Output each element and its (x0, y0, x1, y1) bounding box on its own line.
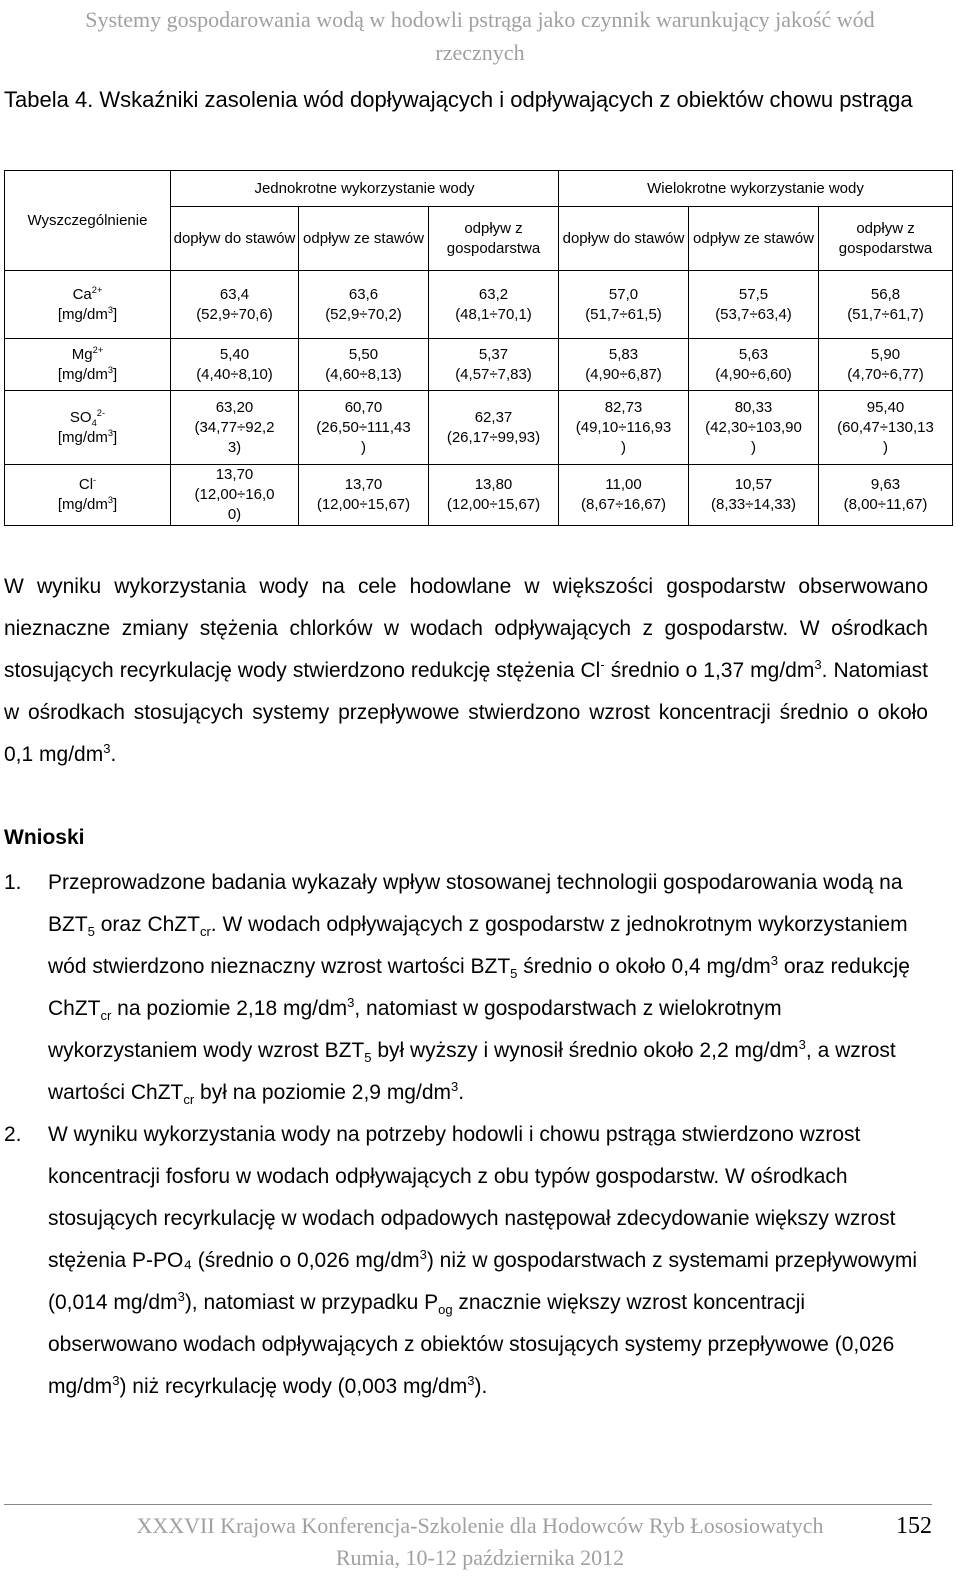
table-cell: 62,37 (26,17÷99,93) (429, 391, 559, 465)
running-footer (0, 1510, 960, 1574)
column-header: dopływ do stawów (171, 207, 299, 271)
corner-header: Wyszczególnienie (5, 171, 171, 271)
table-cell: 82,73 (49,10÷116,93 ) (559, 391, 689, 465)
table-cell: 5,50 (4,60÷8,13) (299, 339, 429, 391)
page-number: 152 (896, 1513, 932, 1539)
table-cell: 9,63 (8,00÷11,67) (819, 465, 953, 526)
table-cell: 10,57 (8,33÷14,33) (689, 465, 819, 526)
column-header: odpływ z gospodarstwa (819, 207, 953, 271)
table-cell: 57,0 (51,7÷61,5) (559, 271, 689, 339)
table-cell: 63,20 (34,77÷92,2 3) (171, 391, 299, 465)
footer-line-2: Rumia, 10-12 października 2012 (335, 1545, 625, 1570)
table-cell: 57,5 (53,7÷63,4) (689, 271, 819, 339)
table-row (5, 339, 953, 391)
table-cell: 13,80 (12,00÷15,67) (429, 465, 559, 526)
list-item (4, 862, 928, 1114)
list-number: 1. (4, 871, 22, 894)
table-cell: 63,4 (52,9÷70,6) (171, 271, 299, 339)
row-label: $Mg^{2+}$ $[mg/dm^3]$ (5, 339, 171, 391)
list-text: Przeprowadzone badania wykazały wpływ stosowanej technologii gospodarowania wodą na $BZT_5$ oraz ChZT$_{cr}$. W wodach odpływających z gospodarstw z jednokrotnym wykorzystaniem wód stwierdzono nieznaczny wzrost wartości $BZT_5$ średnio o około 0,4 $mg/dm^3$ oraz redukcję ChZT$_{cr}$ na poziomie 2,18 $mg/dm^3$, natomiast w gospodarstwach z wielokrotnym wykorzystaniem wody wzrost $BZT_5$ był wyższy i wynosił średnio około 2,2 $mg/dm^3$, a wzrost wartości ChZT$_{cr}$ był na poziomie 2,9 $mg/dm^3$. (48, 871, 910, 1108)
table-cell: 60,70 (26,50÷111,43 ) (299, 391, 429, 465)
list-text: W wyniku wykorzystania wody na potrzeby hodowli i chowu pstrąga stwierdzono wzrost koncentracji fosforu w wodach odpływających z obu typów gospodarstw. W ośrodkach stosujących recyrkulację w wodach odpadowych następował zdecydowanie większy wzrost stężenia P-PO₄ (średnio o 0,026 $mg/dm^3$) niż w gospodarstwach z systemami przepływowymi (0,014 $mg/dm^3$), natomiast w przypadku $P_{og}$ znacznie większy wzrost koncentracji obserwowano wodach odpływających z obiektów stosujących systemy przepływowe (0,026 $mg/dm^3$) niż recyrkulację wody (0,003 $mg/dm^3$). (48, 1123, 917, 1398)
table-cell: 80,33 (42,30÷103,90 ) (689, 391, 819, 465)
table-row (5, 391, 953, 465)
table-cell: 13,70 (12,00÷16,0 0) (171, 465, 299, 526)
column-header: odpływ ze stawów (689, 207, 819, 271)
header-line-2: rzecznych (435, 40, 525, 65)
column-header: odpływ z gospodarstwa (429, 207, 559, 271)
table-row (5, 271, 953, 339)
table-cell: 56,8 (51,7÷61,7) (819, 271, 953, 339)
group-header-single: Jednokrotne wykorzystanie wody (171, 171, 559, 207)
table-cell: 5,90 (4,70÷6,77) (819, 339, 953, 391)
body-paragraph: W wyniku wykorzystania wody na cele hodowlane w większości gospodarstw obserwowano nieznaczne zmiany stężenia chlorków w wodach odpływających z gospodarstw. W ośrodkach stosujących recyrkulację wody stwierdzono redukcję stężenia Cl- średnio o 1,37 $mg/dm^3$. Natomiast w ośrodkach stosujących systemy przepływowe stwierdzono wzrost koncentracji średnio o około 0,1 $mg/dm^3$. (4, 575, 928, 766)
table-cell: 5,63 (4,90÷6,60) (689, 339, 819, 391)
table-cell: 13,70 (12,00÷15,67) (299, 465, 429, 526)
table-cell: 63,2 (48,1÷70,1) (429, 271, 559, 339)
table-row (5, 465, 953, 526)
row-label: $SO_4^{2-}$ $[mg/dm^3]$ (5, 391, 171, 465)
list-item (4, 1114, 928, 1408)
list-number: 2. (4, 1123, 22, 1146)
running-header (0, 0, 960, 72)
table-cell: 63,6 (52,9÷70,2) (299, 271, 429, 339)
table-cell: 11,00 (8,67÷16,67) (559, 465, 689, 526)
conclusions-title: Wnioski (4, 826, 85, 849)
row-label: Cl- $[mg/dm^3]$ (5, 465, 171, 526)
group-header-multi: Wielokrotne wykorzystanie wody (559, 171, 953, 207)
table-cell: 95,40 (60,47÷130,13 ) (819, 391, 953, 465)
salinity-table (4, 170, 953, 526)
row-label: $Ca^{2+}$ $[mg/dm^3]$ (5, 271, 171, 339)
column-header: dopływ do stawów (559, 207, 689, 271)
column-header: odpływ ze stawów (299, 207, 429, 271)
footer-line-1: XXXVII Krajowa Konferencja-Szkolenie dla Hodowców Ryb Łososiowatych (136, 1513, 824, 1538)
header-line-1: Systemy gospodarowania wodą w hodowli pstrąga jako czynnik warunkujący jakość wód (85, 7, 875, 32)
table-caption: Tabela 4. Wskaźniki zasolenia wód dopływających i odpływających z obiektów chowu pstrąga (4, 87, 913, 112)
footer-rule (4, 1504, 932, 1505)
conclusions-list (4, 862, 928, 1408)
table-cell: 5,83 (4,90÷6,87) (559, 339, 689, 391)
table-cell: 5,40 (4,40÷8,10) (171, 339, 299, 391)
table-cell: 5,37 (4,57÷7,83) (429, 339, 559, 391)
